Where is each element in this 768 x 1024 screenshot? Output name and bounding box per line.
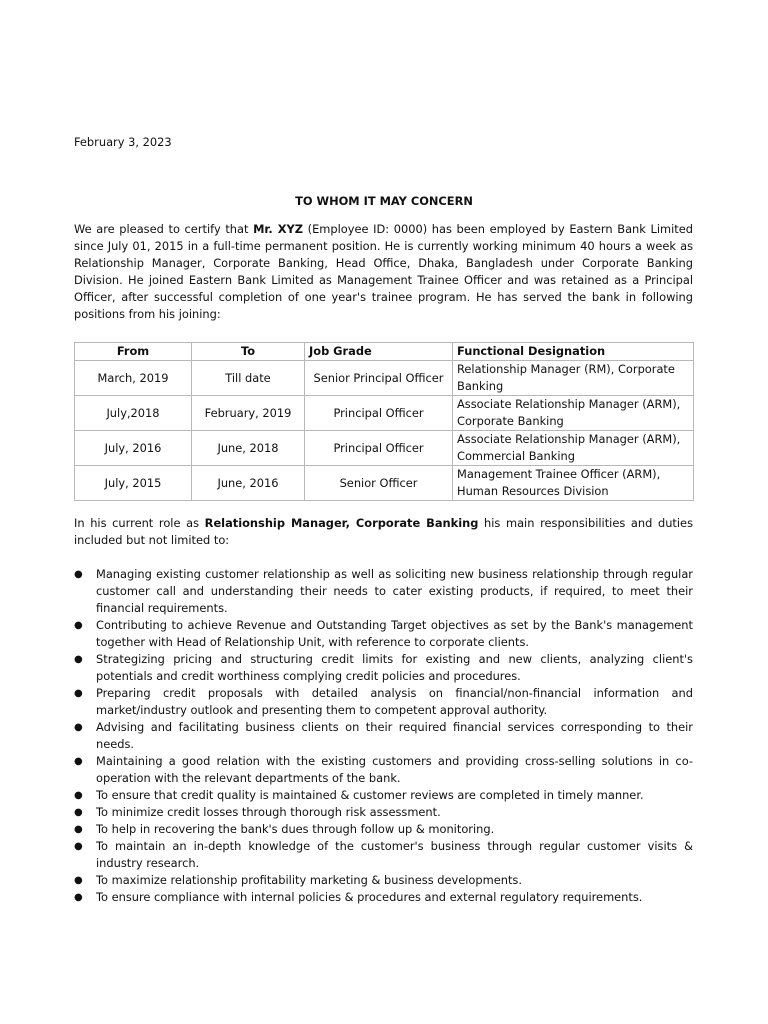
duty-text: Strategizing pricing and structuring credit limits for existing and new clients, analyzing client's potentials and credit worthiness complying credit policies and procedures. bbox=[96, 652, 693, 683]
cell-from: July, 2016 bbox=[75, 431, 192, 466]
column-header-from: From bbox=[75, 343, 192, 361]
list-item bbox=[74, 753, 693, 787]
table-header-row bbox=[75, 343, 694, 361]
list-item bbox=[74, 821, 693, 838]
bullet-icon: ● bbox=[74, 807, 83, 818]
bullet-icon: ● bbox=[74, 841, 83, 852]
cell-job-grade: Principal Officer bbox=[305, 431, 453, 466]
table-row bbox=[75, 396, 694, 431]
cell-functional-designation: Associate Relationship Manager (ARM), Corporate Banking bbox=[453, 396, 694, 431]
intro-text-rest: (Employee ID: 0000) has been employed by Eastern Bank Limited since July 01, 2015 in a full-time permanent position. He is currently working minimum 40 hours a week as Relationship Manager, Corporate Banking, Head Office, Dhaka, Bangladesh under Corporate Banking Division. He joined Eastern Bank Limited as Management Trainee Officer and was retained as a Principal Officer, after successful completion of one year's trainee program. He has served the bank in following positions from his joining: bbox=[74, 222, 693, 321]
bullet-icon: ● bbox=[74, 722, 83, 733]
cell-to: February, 2019 bbox=[192, 396, 305, 431]
cell-job-grade: Senior Officer bbox=[305, 466, 453, 501]
duty-text: Maintaining a good relation with the existing customers and providing cross-selling solutions in co- operation with the relevant departments of the bank. bbox=[96, 754, 693, 785]
list-item bbox=[74, 838, 693, 872]
intro-paragraph bbox=[74, 221, 693, 323]
duties-list bbox=[74, 566, 693, 906]
bullet-icon: ● bbox=[74, 824, 83, 835]
list-item bbox=[74, 685, 693, 719]
duty-text: Contributing to achieve Revenue and Outstanding Target objectives as set by the Bank's management together with Head of Relationship Unit, with reference to corporate clients. bbox=[96, 618, 693, 649]
table-row bbox=[75, 361, 694, 396]
cell-job-grade: Principal Officer bbox=[305, 396, 453, 431]
list-item bbox=[74, 617, 693, 651]
list-item bbox=[74, 804, 693, 821]
duty-text: To ensure that credit quality is maintained & customer reviews are completed in timely manner. bbox=[96, 788, 644, 802]
current-role: Relationship Manager, Corporate Banking bbox=[204, 516, 479, 530]
duty-text: Managing existing customer relationship as well as soliciting new business relationship through regular customer call and understanding their needs to cater existing products, if required, to meet their financial requirements. bbox=[96, 567, 693, 615]
bullet-icon: ● bbox=[74, 756, 83, 767]
list-item bbox=[74, 889, 693, 906]
cell-to: Till date bbox=[192, 361, 305, 396]
cell-from: March, 2019 bbox=[75, 361, 192, 396]
list-item bbox=[74, 872, 693, 889]
letter-date: February 3, 2023 bbox=[74, 135, 172, 149]
duty-text: To minimize credit losses through thorough risk assessment. bbox=[96, 805, 441, 819]
list-item bbox=[74, 651, 693, 685]
table-row bbox=[75, 431, 694, 466]
list-item bbox=[74, 787, 693, 804]
role-paragraph bbox=[74, 515, 693, 549]
cell-to: June, 2016 bbox=[192, 466, 305, 501]
column-header-to: To bbox=[192, 343, 305, 361]
duty-text: To maximize relationship profitability marketing & business developments. bbox=[96, 873, 522, 887]
positions-table bbox=[74, 342, 694, 501]
duty-text: To help in recovering the bank's dues through follow up & monitoring. bbox=[96, 822, 495, 836]
role-text-start: In his current role as bbox=[74, 516, 205, 530]
role-text-rest: his main responsibilities and duties included but not limited to: bbox=[74, 516, 693, 547]
letter-title: TO WHOM IT MAY CONCERN bbox=[295, 194, 473, 208]
duty-text: Advising and facilitating business clients on their required financial services corresponding to their needs. bbox=[96, 720, 693, 751]
intro-text-start: We are pleased to certify that bbox=[74, 222, 254, 236]
column-header-functional-designation: Functional Designation bbox=[453, 343, 694, 361]
bullet-icon: ● bbox=[74, 569, 83, 580]
cell-functional-designation: Management Trainee Officer (ARM), Human Resources Division bbox=[453, 466, 694, 501]
column-header-job-grade: Job Grade bbox=[305, 343, 453, 361]
table-row bbox=[75, 466, 694, 501]
cell-from: July,2018 bbox=[75, 396, 192, 431]
bullet-icon: ● bbox=[74, 892, 83, 903]
list-item bbox=[74, 719, 693, 753]
cell-functional-designation: Relationship Manager (RM), Corporate Banking bbox=[453, 361, 694, 396]
bullet-icon: ● bbox=[74, 620, 83, 631]
bullet-icon: ● bbox=[74, 875, 83, 886]
cell-to: June, 2018 bbox=[192, 431, 305, 466]
cell-job-grade: Senior Principal Officer bbox=[305, 361, 453, 396]
duty-text: To maintain an in-depth knowledge of the customer's business through regular customer visits & industry research. bbox=[96, 839, 693, 870]
cell-from: July, 2015 bbox=[75, 466, 192, 501]
duty-text: Preparing credit proposals with detailed analysis on financial/non-financial information and market/industry outlook and presenting them to competent approval authority. bbox=[96, 686, 693, 717]
list-item bbox=[74, 566, 693, 617]
employee-name: Mr. XYZ bbox=[253, 222, 303, 236]
duty-text: To ensure compliance with internal policies & procedures and external regulatory requirements. bbox=[96, 890, 643, 904]
bullet-icon: ● bbox=[74, 688, 83, 699]
bullet-icon: ● bbox=[74, 790, 83, 801]
cell-functional-designation: Associate Relationship Manager (ARM), Commercial Banking bbox=[453, 431, 694, 466]
bullet-icon: ● bbox=[74, 654, 83, 665]
